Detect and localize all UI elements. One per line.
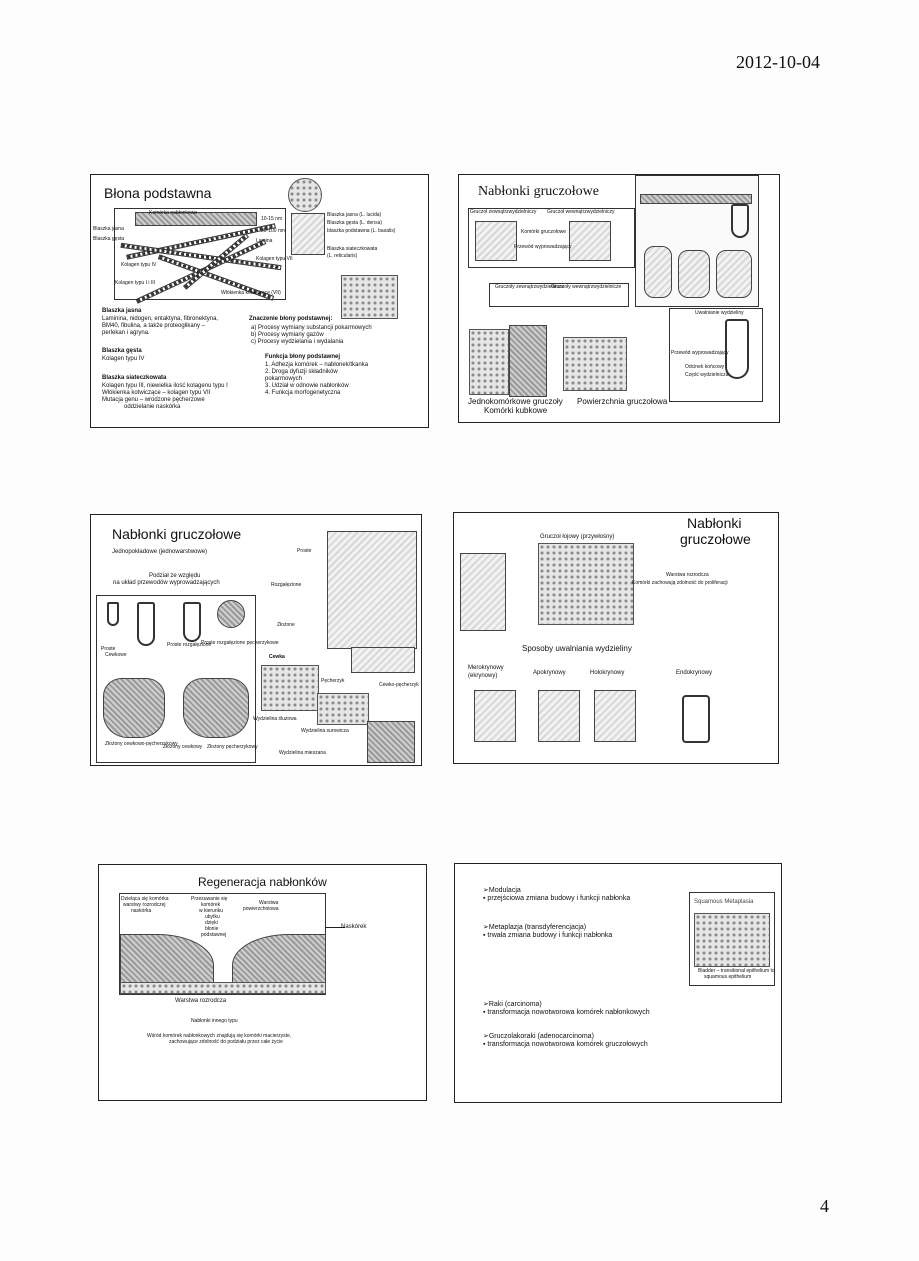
- caption: Komórki kubkowe: [484, 406, 548, 415]
- subtitle: Jednopokładowe (jednowarstwowe): [112, 549, 208, 555]
- sebaceous-gland-diagram: [460, 553, 506, 631]
- secretion-mode-label: Holokrynowy: [590, 670, 625, 676]
- gland-label: Cewko-pęcherzyk: [379, 682, 419, 688]
- panel-label: Gruczoł zewnątrzwydzielniczy: [470, 209, 537, 215]
- gland-shapes-diagram: [96, 595, 256, 763]
- list-item: pokarmowych: [265, 376, 303, 382]
- gland-label: Cewka: [269, 654, 285, 660]
- figure-title: Squamous Metaplasia: [694, 899, 754, 905]
- diagram-label: powierzchniowa: [243, 906, 279, 912]
- slide-glandular-epithelia-2: [90, 514, 422, 766]
- gland-label: Złożone: [277, 622, 295, 628]
- gland-label: Wydzielina surowicza: [301, 728, 349, 734]
- panel-label: Uwalnianie wydzieliny: [695, 310, 744, 316]
- secretion-mode-label: Merokrynowy: [468, 665, 504, 671]
- gland-label: Proste: [101, 646, 116, 652]
- slide-epithelial-regeneration: [98, 864, 427, 1101]
- section-heading: Blaszka gęsta: [102, 348, 142, 354]
- gland-types-panel: [468, 208, 635, 268]
- section-heading: Znaczenie błony podstawnej:: [249, 316, 333, 322]
- list-item: 3. Udział w odnowie nabłonków: [265, 383, 349, 389]
- slide-title: Nabłonki: [687, 515, 742, 531]
- legend-item: Blaszka siateczkowata: [327, 246, 378, 252]
- figure-caption: squamous epithelium: [704, 974, 752, 980]
- caption: Jednokomórkowe gruczoły: [468, 397, 563, 406]
- list-heading: ➢Metaplazja (transdyferencjacja): [483, 924, 587, 931]
- list-item: c) Procesy wydzielania i wydalania: [251, 339, 344, 345]
- gland-label: Wydzielina mieszana: [279, 750, 326, 756]
- diagram-label: warstwy rozrodczej: [123, 902, 166, 908]
- glandular-surface-micrograph: [563, 337, 627, 391]
- micrograph-image: [341, 275, 398, 319]
- acinus-diagram: [351, 647, 415, 673]
- panel-label: Przewód wyprowadzający: [671, 350, 729, 356]
- gland-label: Rozgałęzione: [271, 582, 302, 588]
- section-heading: Blaszka jasna: [102, 308, 142, 314]
- diagram-label: Blaszka jasna: [93, 226, 124, 232]
- diagram-label: Przesuwanie się: [191, 896, 228, 902]
- legend-item: Blaszka gęsta (L. densa): [327, 220, 383, 226]
- text-line: na układ przewodów wyprowadzających: [113, 580, 220, 586]
- sebaceous-gland-micrograph: [538, 543, 634, 625]
- page-number: 4: [820, 1196, 829, 1216]
- diagram-label: Kolagen typu VII: [256, 256, 293, 262]
- page-date: 2012-10-04: [736, 52, 820, 72]
- tubule-micrograph: [261, 665, 319, 711]
- panel-label: Komórki gruczołowe: [521, 229, 567, 235]
- slide-title: Nabłonki gruczołowe: [112, 526, 242, 542]
- list-item: 2. Droga dyfuzji składników: [265, 369, 338, 375]
- list-item: ▪ transformacja nowotworowa komórek gruczołowych: [483, 1041, 648, 1048]
- text-line: BM40, fibulina, a także proteoglikany –: [102, 323, 206, 329]
- panel-label: Odcinek końcowy: [685, 364, 725, 370]
- list-item: a) Procesy wymiany substancji pokarmowych: [251, 325, 372, 331]
- diagram-label: 20-100 nm: [261, 228, 285, 234]
- slide-title: Regeneracja nabłonków: [198, 875, 327, 889]
- text-line: Podział ze względu: [149, 573, 201, 579]
- text-line: Nabłonki innego typu: [191, 1018, 238, 1024]
- panel-label: Część wydzielnicza: [685, 372, 729, 378]
- diagram-label: naskórka: [131, 908, 152, 914]
- text-line: Wśród komórek nabłonkowych znajdują się komórki macierzyste,: [147, 1033, 292, 1039]
- gland-label: Wydzielina śluzowa: [253, 716, 297, 722]
- legend-item: (L. reticularis): [327, 253, 358, 259]
- text-line: perlekan i agryna.: [102, 330, 150, 336]
- slide-epithelial-changes: [454, 863, 782, 1103]
- gland-label: Cewkowe: [105, 652, 127, 658]
- gland-label: Złożony pęcherzykowy: [207, 744, 258, 750]
- diagram-label: 10-15 nm: [261, 216, 283, 222]
- diagram-label: komórek: [201, 902, 221, 908]
- diagram-label: Blaszka gęsta: [93, 236, 125, 242]
- gland-label: Proste rozgałęzione pęcherzykowe: [201, 640, 279, 646]
- list-item: ▪ transformacja nowotworowa komórek nabłonkowych: [483, 1009, 650, 1016]
- diagram-label: Komórka nabłonkowa: [149, 210, 198, 216]
- gland-label: Złożony cewkowy: [163, 744, 203, 750]
- diagram-label: Dzieląca się komórka: [121, 896, 169, 902]
- secretion-mode-label: (ekrynowy): [468, 673, 498, 679]
- diagram-label: podstawnej: [201, 932, 227, 938]
- secretion-mode-label: Apokrynowy: [533, 670, 566, 676]
- slide-glandular-epithelia-3: [453, 512, 779, 764]
- text-line: Kolagen typu III, niewielka ilość kolagenu typu I: [102, 383, 228, 389]
- text-line: Kolagen typu IV: [102, 356, 145, 362]
- diagram-label: Kolagen typu IV: [121, 262, 157, 268]
- gland-branching-diagram: [327, 531, 417, 649]
- slide-basement-membrane: [90, 174, 429, 428]
- goblet-cells-micrograph: [509, 325, 547, 397]
- diagram-label: Warstwa rozrodcza: [175, 998, 227, 1004]
- diagram-label: w kierunku: [199, 908, 223, 914]
- slide-title: gruczołowe: [680, 531, 751, 547]
- slide-glandular-epithelia-1: [458, 174, 780, 423]
- text-line: zachowujące zdolność do podziału przez całe życie: [169, 1039, 283, 1045]
- mucous-micrograph: [317, 693, 369, 725]
- section-heading: Blaszka siateczkowata: [102, 375, 167, 381]
- caption: Powierzchnia gruczołowa: [577, 397, 668, 406]
- gland-label: Pęcherzyk: [321, 678, 345, 684]
- endocrine-diagram: [682, 695, 710, 743]
- legend-item: Blaszka jasna (L. lucida): [327, 212, 382, 218]
- merocrine-diagram: [474, 690, 516, 742]
- diagram-label: Kolagen typu I i III: [115, 280, 156, 286]
- text-line: Laminina, nidogen, entaktyna, fibronektyna,: [102, 316, 219, 322]
- slide-title: Nabłonki gruczołowe: [478, 184, 599, 199]
- gland-label: Złożony cewkowo-pęcherzykowy: [105, 741, 178, 747]
- list-heading: ➢Modulacja: [483, 887, 521, 894]
- holocrine-diagram: [594, 690, 636, 742]
- list-item: 4. Funkcja morfogenetyczna: [265, 390, 341, 396]
- cell-thumbnail-image: [288, 178, 322, 212]
- list-item: b) Procesy wymiany gazów: [251, 332, 324, 338]
- panel-label: Gruczoły zewnątrzwydzielnicze: [495, 284, 565, 290]
- diagram-label: Naskórek: [341, 924, 367, 930]
- text-line: Mutacja genu – wrodzone pęcherzowe: [102, 397, 205, 403]
- list-heading: ➢Raki (carcinoma): [483, 1001, 542, 1008]
- diagram-label: dzięki: [205, 920, 218, 926]
- diagram-label: błonie: [205, 926, 219, 932]
- list-item: 1. Adhezja komórek – nabłonek/tkanka: [265, 362, 369, 368]
- legend-swatch-image: [291, 213, 325, 255]
- secretion-mode-label: Endokrynowy: [676, 670, 713, 676]
- gland-label: Gruczoł łojowy (przywłośny): [540, 534, 615, 540]
- diagram-label: Warstwa: [259, 900, 279, 906]
- list-item: ▪ trwała zmiana budowy i funkcji nabłonka: [483, 932, 613, 939]
- list-item: ▪ przejściowa zmiana budowy i funkcji nabłonka: [483, 895, 631, 902]
- diagram-label: Lamina: [256, 238, 273, 244]
- text-line: oddzielanie naskórka: [124, 404, 181, 410]
- layer-label: Warstwa rozrodcza: [666, 572, 709, 578]
- gland-label: Proste rozgałęzione: [167, 642, 212, 648]
- panel-label: Gruczoł wewnątrzwydzielniczy: [547, 209, 615, 215]
- serous-micrograph: [367, 721, 415, 763]
- layer-desc: Komórki zachowują zdolność do proliferacji: [632, 580, 728, 586]
- gland-label: Proste: [297, 548, 312, 554]
- text-line: Włókienka kotwiczące – kolagen typu VII: [102, 390, 211, 396]
- legend-item: blaszka podstawna (L. basalis): [327, 228, 396, 234]
- section-heading: Funkcja błony podstawnej: [265, 354, 341, 360]
- figure-caption: Bladder – transitional epithelium to: [698, 968, 775, 974]
- diagram-label: ubytku: [205, 914, 220, 920]
- apocrine-diagram: [538, 690, 580, 742]
- metaplasia-micrograph: [694, 913, 770, 967]
- squamous-metaplasia-figure: [689, 892, 775, 986]
- diagram-label: Włókienka kotwiczące (VII): [221, 290, 281, 296]
- gland-development-diagram: [635, 175, 759, 307]
- panel-label: Przewód wyprowadzający: [514, 244, 572, 250]
- slide-title: Błona podstawna: [104, 185, 212, 201]
- panel-label: Gruczoły wewnątrzwydzielnicze: [551, 284, 622, 290]
- list-heading: ➢Gruczolakoraki (adenocarcinoma): [483, 1033, 594, 1040]
- goblet-cell-micrograph: [469, 329, 509, 395]
- subtitle: Sposoby uwalniania wydzieliny: [522, 644, 632, 653]
